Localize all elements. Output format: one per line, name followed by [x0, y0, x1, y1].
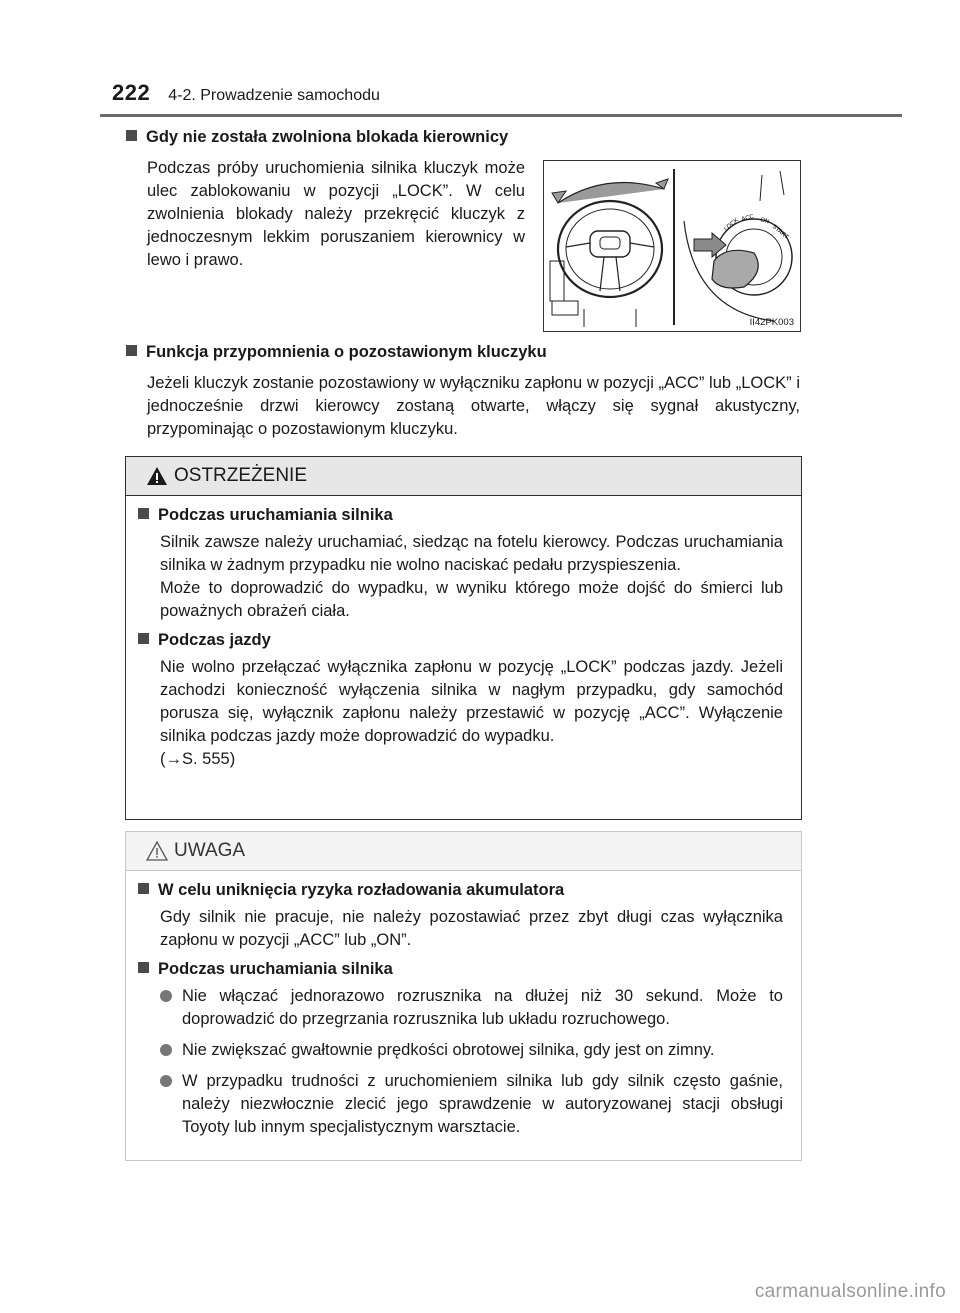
caution-item-heading: Podczas uruchamiania silnika — [138, 960, 783, 979]
square-bullet-icon — [126, 130, 137, 141]
caution-bullet: Nie włączać jednorazowo rozrusznika na dłużej niż 30 sekund. Może to doprowadzić do przegrzania rozrusznika lub układu rozruchowego. — [160, 985, 783, 1031]
warning-header — [126, 457, 801, 496]
warning-item-text: Może to doprowadzić do wypadku, w wyniku którego może dojść do śmierci lub poważnych obrażeń ciała. — [160, 579, 783, 620]
caution-item-heading: W celu uniknięcia ryzyka rozładowania akumulatora — [138, 881, 783, 900]
square-bullet-icon — [138, 633, 149, 644]
square-bullet-icon — [138, 883, 149, 894]
caution-item-text: Gdy silnik nie pracuje, nie należy pozostawiać przez zbyt długi czas wyłącznika zapłonu w pozycji „ACC” lub „ON”. — [160, 908, 783, 949]
square-bullet-icon — [138, 508, 149, 519]
caution-bullet: Nie zwiększać gwałtownie prędkości obrotowej silnika, gdy jest on zimny. — [160, 1039, 783, 1062]
watermark: carmanualsonline.info — [754, 1281, 946, 1302]
section-title: 4-2. Prowadzenie samochodu — [168, 87, 380, 104]
round-bullet-icon — [160, 1075, 172, 1087]
caution-box — [125, 831, 802, 1161]
warning-item-heading: Podczas uruchamiania silnika — [138, 506, 783, 525]
square-bullet-icon — [126, 345, 137, 356]
warning-item-text: Nie wolno przełączać wyłącznika zapłonu w pozycję „LOCK” podczas jazdy. Jeżeli zachodzi konieczność wyłączenia silnika w nagłym przypadku, gdy samochód porusza się, wyłącznik zapłonu należy przestawić w pozycję „ACC”. Wyłączenie silnika podczas jazdy może doprowadzić do wypadku. — [160, 658, 783, 745]
warning-triangle-icon — [146, 466, 168, 486]
steering-lock-illustration — [543, 160, 801, 332]
round-bullet-icon — [160, 1044, 172, 1056]
steering-lock-text: Podczas próby uruchomienia silnika kluczyk może ulec zablokowaniu w pozycji „LOCK”. W celu zwolnienia blokady należy przekręcić kluczyk z jednoczesnym lekkim poruszaniem kierownicy w lewo i prawo. — [147, 159, 525, 269]
warning-item-heading: Podczas jazdy — [138, 631, 783, 650]
figure-code: II42PK003 — [749, 317, 794, 328]
square-bullet-icon — [138, 962, 149, 973]
page-reference: (→S. 555) — [160, 750, 236, 768]
warning-item-text: Silnik zawsze należy uruchamiać, siedząc na fotelu kierowcy. Podczas uruchamiania silnika w żadnym przypadku nie wolno naciskać pedału przyspieszenia. — [160, 533, 783, 574]
warning-title: OSTRZEŻENIE — [174, 465, 308, 486]
svg-text:START: START — [770, 223, 790, 241]
page-header — [112, 80, 380, 106]
svg-text:ACC: ACC — [740, 213, 755, 223]
page-number: 222 — [112, 80, 151, 105]
header-rule — [100, 114, 902, 117]
caution-header — [126, 832, 801, 871]
steering-lock-heading: Gdy nie została zwolniona blokada kierownicy — [126, 128, 508, 147]
key-reminder-text: Jeżeli kluczyk zostanie pozostawiony w wyłączniku zapłonu w pozycji „ACC” lub „LOCK” i jednocześnie drzwi kierowcy zostaną otwarte, włączy się sygnał akustyczny, przypominając o pozostawionym kluczyku. — [147, 374, 800, 438]
caution-bullet: W przypadku trudności z uruchomieniem silnika lub gdy silnik często gaśnie, należy niezwłocznie zlecić jego sprawdzenie w autoryzowanej stacji obsługi Toyoty lub innym specjalistycznym warsztacie. — [160, 1070, 783, 1139]
warning-box — [125, 456, 802, 820]
steering-wheel-and-key-drawing — [544, 161, 800, 331]
caution-title: UWAGA — [174, 840, 246, 861]
svg-text:LOCK: LOCK — [723, 217, 740, 233]
caution-triangle-icon — [146, 841, 168, 861]
svg-text:ON: ON — [759, 217, 770, 226]
round-bullet-icon — [160, 990, 172, 1002]
key-reminder-heading: Funkcja przypomnienia o pozostawionym kluczyku — [126, 343, 547, 362]
